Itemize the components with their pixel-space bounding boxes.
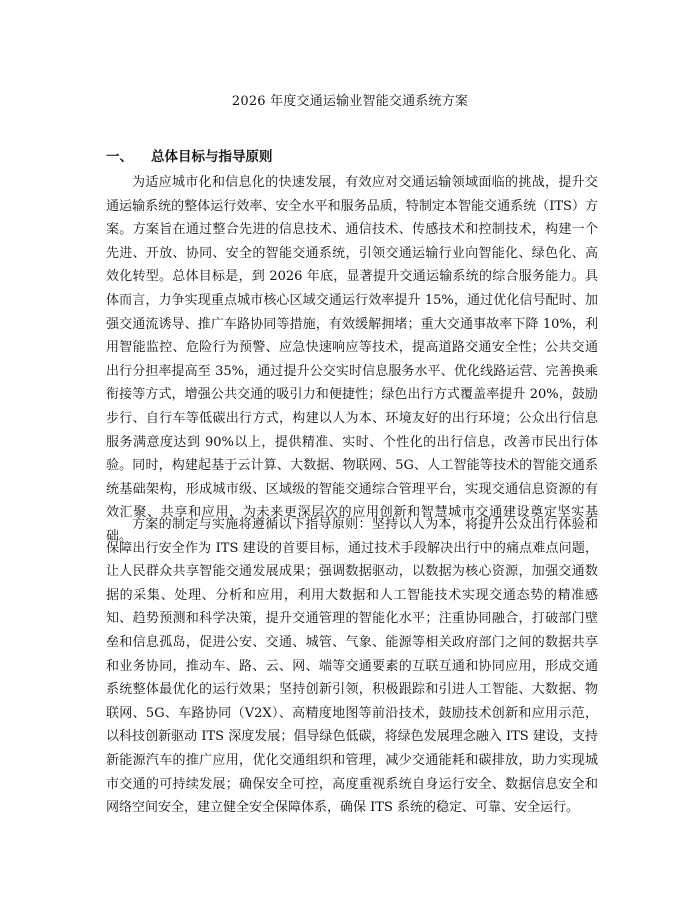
section-title: 总体目标与指导原则	[151, 149, 273, 165]
section-number: 一、	[106, 149, 133, 165]
body-paragraph-goals: 为适应城市化和信息化的快速发展，有效应对交通运输领域面临的挑战，提升交通运输系统的整体运行效率、安全水平和服务品质，特制定本智能交通系统（ITS）方案。方案旨在通过整合先进的信息技术、通信技术、传感技术和控制技术，构建一个先进、开放、协同、安全的智能交通系统，引领交通运输行业向智能化、绿色化、高效化转型。总体目标是，到 2026 年底，显著提升交通运输系统的综合服务能力。具体而言，力争实现重点城市核心区域交通运行效率提升 15%，通过优化信号配时、加强交通流诱导、推广车路协同等措施，有效缓解拥堵；重大交通事故率下降 10%，利用智能监控、危险行为预警、应急快速响应等技术，提高道路交通安全性；公共交通出行分担率提高至 35%，通过提升公交实时信息服务水平、优化线路运营、完善换乘衔接等方式，增强公共交通的吸引力和便捷性；绿色出行方式覆盖率提升 20%，鼓励步行、自行车等低碳出行方式，构建以人为本、环境友好的出行环境；公众出行信息服务满意度达到 90%以上，提供精准、实时、个性化的出行信息，改善市民出行体验。同时，构建起基于云计算、大数据、物联网、5G、人工智能等技术的智能交通系统基础架构，形成城市级、区域级的智能交通综合管理平台，实现交通信息资源的有效汇聚、共享和应用，为未来更深层次的应用创新和智慧城市交通建设奠定坚实基础。	[106, 175, 598, 544]
body-paragraph-principles: 方案的制定与实施将遵循以下指导原则：坚持以人为本，将提升公众出行体验和保障出行安全作为 ITS 建设的首要目标，通过技术手段解决出行中的痛点难点问题，让人民群众共享智能交通发展成果；强调数据驱动，以数据为核心资源，加强交通数据的采集、处理、分析和应用，利用大数据和人工智能技术实现交通态势的精准感知、趋势预测和科学决策，提升交通管理的智能化水平；注重协同融合，打破部门壁垒和信息孤岛，促进公安、交通、城管、气象、能源等相关政府部门之间的数据共享和业务协同，推动车、路、云、网、端等交通要素的互联互通和协同应用，形成交通系统整体最优化的运行效果；坚持创新引领，积极跟踪和引进人工智能、大数据、物联网、5G、车路协同（V2X）、高精度地图等前沿技术，鼓励技术创新和应用示范，以科技创新驱动 ITS 深度发展；倡导绿色低碳，将绿色发展理念融入 ITS 建设，支持新能源汽车的推广应用，优化交通组织和管理，减少交通能耗和碳排放，助力实现城市交通的可持续发展；确保安全可控，高度重视系统自身运行安全、数据信息安全和网络空间安全，建立健全安全保障体系，确保 ITS 系统的稳定、可靠、安全运行。	[106, 517, 598, 816]
section-heading	[106, 147, 273, 167]
document-title: 2026 年度交通运输业智能交通系统方案	[231, 94, 469, 109]
